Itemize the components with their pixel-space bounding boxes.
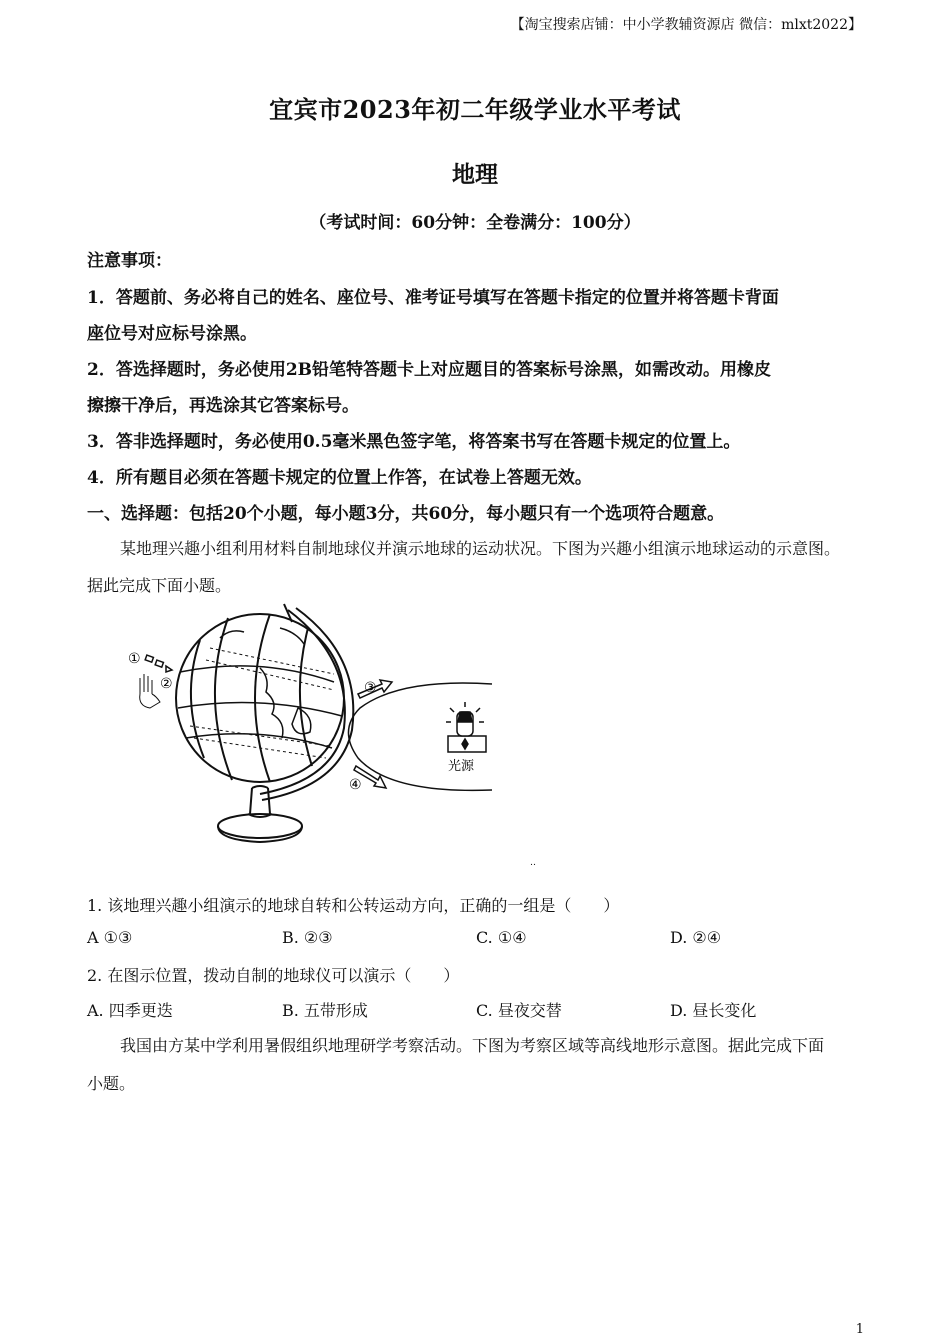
hand-icon [140,674,160,708]
globe-demo-figure [120,598,500,870]
option: A. 四季更迭 [87,1001,173,1020]
question-stem: 2. 在图示位置，拨动自制的地球仪可以演示（ ） [87,966,460,985]
exam-info: （考试时间：60分钟：全卷满分：100分） [309,213,641,233]
notice-line: 座位号对应标号涂黑。 [87,324,257,344]
label-4: ④ [349,777,362,793]
notice-line: 3．答非选择题时，务必使用0.5毫米黑色签字笔，将答案书写在答题卡规定的位置上。 [87,432,741,452]
section-heading: 一、选择题：包括20个小题，每小题3分，共60分，每小题只有一个选项符合题意。 [87,504,725,524]
notice-line: 1．答题前、务必将自己的姓名、座位号、准考证号填写在答题卡指定的位置并将答题卡背面 [87,288,779,308]
question-stem: 1. 该地理兴趣小组演示的地球自转和公转运动方向，正确的一组是（ ） [87,896,620,915]
label-3: ③ [364,680,377,696]
option: A ①③ [87,928,133,947]
notice-line: 4．所有题目必须在答题卡规定的位置上作答，在试卷上答题无效。 [87,468,592,488]
light-source-label: 光源 [448,759,475,774]
option: D. 昼长变化 [670,1001,757,1020]
option: D. ②④ [670,928,722,947]
notice-heading: 注意事项： [87,251,172,271]
figure-mark: ‥ [530,858,537,868]
subject-title: 地理 [452,161,498,188]
page-title: 宜宾市2023年初二年级学业水平考试 [269,95,681,124]
globe [176,614,344,782]
light-source-icon [446,702,486,752]
notice-line: 擦擦干净后，再选涂其它答案标号。 [87,396,359,416]
intro-paragraph: 小题。 [87,1074,136,1093]
intro-paragraph: 据此完成下面小题。 [87,576,232,595]
rotation-arrows [145,655,172,672]
notice-line: 2．答选择题时，务必使用2B铅笔特答题卡上对应题目的答案标号涂黑，如需改动。用橡皮 [87,360,772,380]
label-2: ② [160,676,173,692]
intro-paragraph: 我国由方某中学利用暑假组织地理研学考察活动。下图为考察区域等高线地形示意图。据此完成下面 [120,1036,825,1055]
option: C. 昼夜交替 [476,1001,562,1020]
label-1: ① [128,651,141,667]
option: B. 五带形成 [282,1001,368,1020]
page-number: 1 [855,1322,864,1337]
globe-stand [218,786,302,842]
option: B. ②③ [282,928,333,947]
header-note: 【淘宝搜索店铺：中小学教辅资源店 微信：mlxt2022】 [510,17,862,33]
option: C. ①④ [476,928,527,947]
intro-paragraph: 某地理兴趣小组利用材料自制地球仪并演示地球的运动状况。下图为兴趣小组演示地球运动的示意图。 [120,539,841,558]
